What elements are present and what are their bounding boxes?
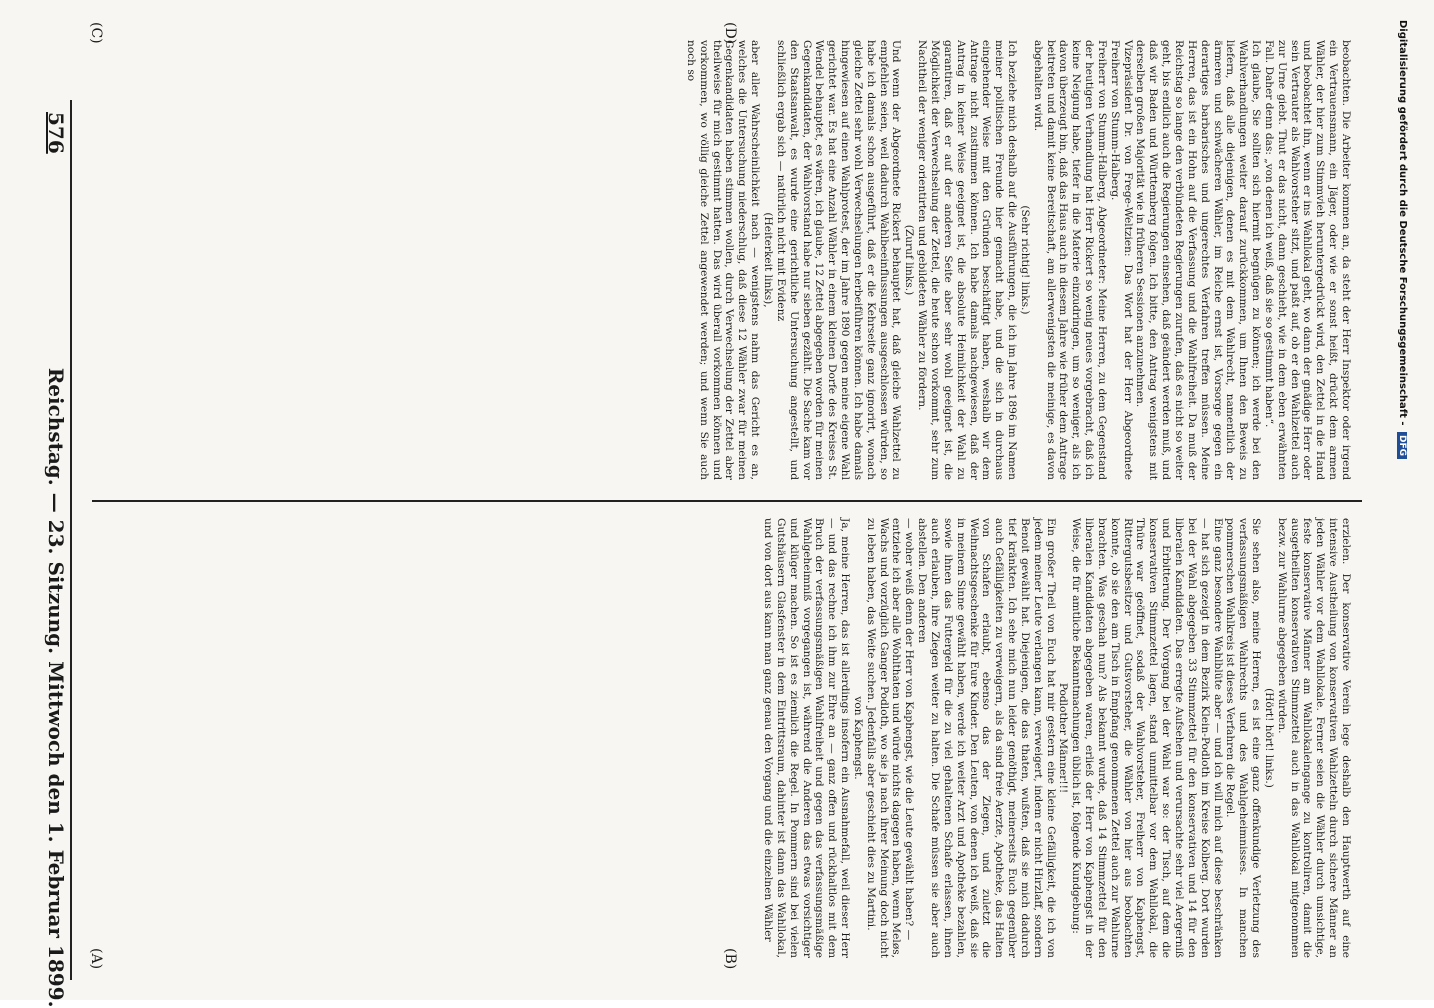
paragraph: Ich beziehe mich deshalb auf die Ausführungen, die ich im Jahre 1896 im Namen meiner politischen Freunde hier gemacht habe, und die sich in durchaus eingehender Weise mit den Gründen beschäftigt haben, weshalb wir dem Antrage nicht zustimmen können. Ich habe damals nachgewiesen, daß der Antrag in keiner Weise geeignet ist, die absolute Heimlichkeit der Wahl zu garantiren, daß er auf der anderen Seite aber sehr wohl geeignet ist, die Möglichkeit der Verwechselung der Zettel, die heute schon vorkommt, sehr zum Nachtheil der weniger orientirten und gebildeten Wähler zu fördern. <box>916 40 1019 480</box>
signature: von Kaphengst. <box>851 696 864 780</box>
header-rule <box>70 100 72 980</box>
interjection: (Heiterkeit links), <box>762 212 775 308</box>
paragraph: erzielen. Der konservative Verein lege deshalb den Hauptwerth auf eine intensive Austheilung von konservativen Wahlzetteln durch sichere Männer an jeden Wähler vor dem Wahllokale. Ferner seien die Wähler durch umsichtige, feste konservative Männer am Wahllokaleingange zu kontroliren, damit die ausgetheilten konservativen Stimmzettel auch in das Wahllokal mitgenommen bezw. zur Wahlurne abgegeben würden. <box>1275 518 1352 958</box>
marker-a: (A) <box>88 948 104 970</box>
digitization-note <box>1397 20 1408 459</box>
paragraph: — woher weiß denn der Herr von Kaphengst, wie die Leute gewählt haben? — <box>903 518 916 941</box>
paragraph: Eine ganz besondere Wahlblüte aber — und ich will mich auf diese beschränken — hat sich gezeigt in dem Bezirk Klein-Podloth im Kreise Kolberg. Dort wurden bei der Wahl abgegeben 33 Stimmzettel für den konservativen und 14 für den liberalen Kandidaten. Das erregte Aufsehen und verursachte sehr viel Aergerniß und Erbitterung. Der Vorgang bei der Wahl war so: der Tisch, auf dem die konservativen Stimmzettel lagen, stand unmittelbar vor dem Wahllokal, die Thüre war geöffnet, sodaß der Wahlvorsteher, Freiherr von Kaphengst, Rittergutsbesitzer und Gutsvorsteher, die Wähler von hier aus beobachten konnte, ob sie den am Tisch in Empfang genommenen Zettel auch zur Wahlurne brachten. Was geschah nun? Als bekannt wurde, daß 14 Stimmzettel für den liberalen Kandidaten abgegeben waren, erließ der Herr von Kaphengst in der Weise, die für amtliche Bekanntmachungen üblich ist, folgende Kundgebung: <box>1070 518 1224 958</box>
page-title: Reichstag. — 23. Sitzung. Mittwoch den 1. Februar 1899. <box>44 367 68 1008</box>
interjection: (Zuruf links.) <box>903 224 916 296</box>
paragraph: aber aller Wahrscheinlichkeit nach — wenigstens nahm das Gericht es an, welches die Untersuchung niederschlug, daß diese 12 Wähler zwar für meinen Gegenkandidaten haben stimmen wollen, durch Verwechselung der Zettel aber theilweise für mich gestimmt hatten. Das wird überall vorkommen können und vorkommen, wo völlig gleiche Zettel angewendet werden; und wenn Sie auch noch so <box>684 40 762 480</box>
running-header <box>44 112 68 1008</box>
paragraph: Vizepräsident Dr. von Frege-Weltzien: Das Wort hat der Herr Abgeordnete Freiherr von Stumm-Halberg. <box>1108 40 1134 480</box>
quote-paragraph: entziehe ich aber alle Wohlthaten und würde nichts dagegen haben, wenn Meløs, Wachs und vorzüglich Ganger Podloth, wo sie ja nach ihrer Meinung doch nicht zu leben haben, das Weite suchen. Jedenfalls aber geschieht dies zu Martini. <box>864 518 903 958</box>
marker-d: (D) <box>722 22 738 45</box>
dfg-logo: DFG <box>1397 432 1407 459</box>
text-column-right <box>92 40 1352 480</box>
paragraph: Ich glaube, Sie sollten sich hiermit begnügen zu können; ich werde bei den Wahlverhandlungen weiter darauf zurückkommen, um Ihnen den Beweis zu liefern, daß alle diejenigen, denen es mit dem Wahlrecht, namentlich der ärmeren und schwächeren Wähler, im Reiche ernst ist, Vorsorge gegen ein derartiges barbarisches und ungerechtes Verfahren treffen müssen. Meine Herren, das ist ein Hohn auf die Verfassung und die Wahlfreiheit. Da muß der Reichstag so lange den verbündeten Regierungen zurufen, daß es nicht so weiter geht, bis endlich auch die Regierungen einsehen, daß geändert werden muß, und daß wir Baden und Württemberg folgen. Ich bitte, den Antrag wenigstens mit derselben großen Majorität wie in früheren Sessionen anzunehmen. <box>1134 40 1263 480</box>
quote-heading: Podlother Männer!!! <box>1057 682 1070 794</box>
marker-c: (C) <box>88 22 104 44</box>
text-column-left <box>92 518 1352 958</box>
paragraph: Und wenn der Abgeordnete Rickert behauptet hat, daß gleiche Wahlzettel zu empfehlen seien, weil dadurch Wahlbeeinflussungen ausgeschlossen würden, so habe ich damals schon ausgeführt, daß er die Kehrseite ganz ignorirt, wonach gleiche Zettel sehr wohl Verwechselungen herbeiführen können. Ich habe damals hingewiesen auf einen Wahlprotest, der im Jahre 1890 gegen meine eigene Wahl gerichtet war. Es hat eine Anzahl Wähler in einem kleinen Dorfe des Kreises St. Wendel behauptet, es wären, ich glaube, 12 Zettel abgegeben worden für meinen Gegenkandidaten, der Wahlvorstand habe nur sieben gezählt. Die Sache kam vor den Staatsanwalt, es wurde eine gerichtliche Untersuchung angestellt, und schließlich ergab sich — natürlich nicht mit Evidenz <box>774 40 903 480</box>
paragraph: Ja, meine Herren, das ist allerdings insofern ein Ausnahmefall, weil dieser Herr — und das rechne ich ihm zur Ehre an — ganz offen und rückhaltlos mit dem Bruch der verfassungsmäßigen Wahlfreiheit und gegen das verfassungsmäßige Wahlgeheimniß vorgegangen ist, während die Anderen das etwas vorsichtiger und klüger machen. So ist es ziemlich die Regel. In Pommern sind bei vielen Gutshäusern Glasfenster in dem Eintrittsraum, dahinter ist dann das Wahllokal, und von dort aus kann man ganz genau den Vorgang und die einzelnen Wähler <box>762 518 852 958</box>
paragraph: Sie sehen also, meine Herren, es ist eine ganz offenkundige Verletzung des verfassungsmäßigen Wahlrechts und des Wahlgeheimnisses. In manchen pommerschen Wahlkreis ist dieses Verfahren die Regel. <box>1224 518 1263 958</box>
interjection: (Sehr richtig! links.) <box>1018 205 1031 315</box>
paragraph: Freiherr von Stumm-Halberg, Abgeordneter: Meine Herren, zu dem Gegenstand der heutigen Verhandlung hat Herr Rickert so wenig neues vorgebracht, daß ich keine Neigung habe, tiefer in die Materie einzudringen, um so weniger, als ich davon überzeugt bin, daß das Haus auch in diesem Jahre wie früher dem Antrage beitreten und damit keine Bereitschaft, am allerwenigsten die meinige, es davon abgehalten wird. <box>1031 40 1108 480</box>
interjection: (Hört! hört! links.) <box>1262 688 1275 788</box>
page-number: 576 <box>44 112 68 154</box>
marker-b: (B) <box>722 948 738 970</box>
paragraph: beobachten. Die Arbeiter kommen an, da steht der Herr Inspektor oder irgend ein Vertrauensmann, ein Jäger, oder wie er sonst heißt, drückt dem armen Wähler, der hier zum Stimmvieh heruntergedrückt wird, den Zettel in die Hand und beobachtet ihn, wenn er ins Wahllokal geht, wo dann der gnädige Herr oder sein Vertrauter als Wahlvorsteher sitzt, und paßt auf, ob er den Wahlzettel auch zur Urne giebt. Thut er das nicht, dann geschieht, wie in dem eben erwähnten Fall. Daher denn das: „von denen ich weiß, daß sie so gestimmt haben“. <box>1262 40 1352 480</box>
dfg-note-text: Digitalisierung gefördert durch die Deutsche Forschungsgemeinschaft - <box>1397 20 1408 426</box>
quote-paragraph: Ein großer Theil von Euch hat mir gestern eine kleine Gefälligkeit, die ich von jedem meiner Leute verlangen kann, verweigert, indem er nicht Hirzlaff, sondern Benoit gewählt hat. Diejenigen, die das thaten, wußten, daß sie mich dadurch tief kränkten. Ich sehe mich nun leider genöthigt, meinerseits Euch gegenüber auch Gefälligkeiten zu verweigern, als da sind freie Aerzte, Apotheke, das Halten von Schafen erlaubt, ebenso das der Ziegen, und zuletzt die Weihnachtsgeschenke für Eure Kinder. Den Leuten, von denen ich weiß, daß sie in meinem Sinne gewählt haben, werde ich weiter Arzt und Apotheke bezahlen, sowie ihnen das Futtergeld für die zu viel gehaltenen Schafe erlassen, ihnen auch erlauben, ihre Ziegen weiter zu halten. Die Schafe müssen sie aber auch abstellen. Den anderen <box>916 518 1057 958</box>
column-divider <box>92 500 1362 502</box>
